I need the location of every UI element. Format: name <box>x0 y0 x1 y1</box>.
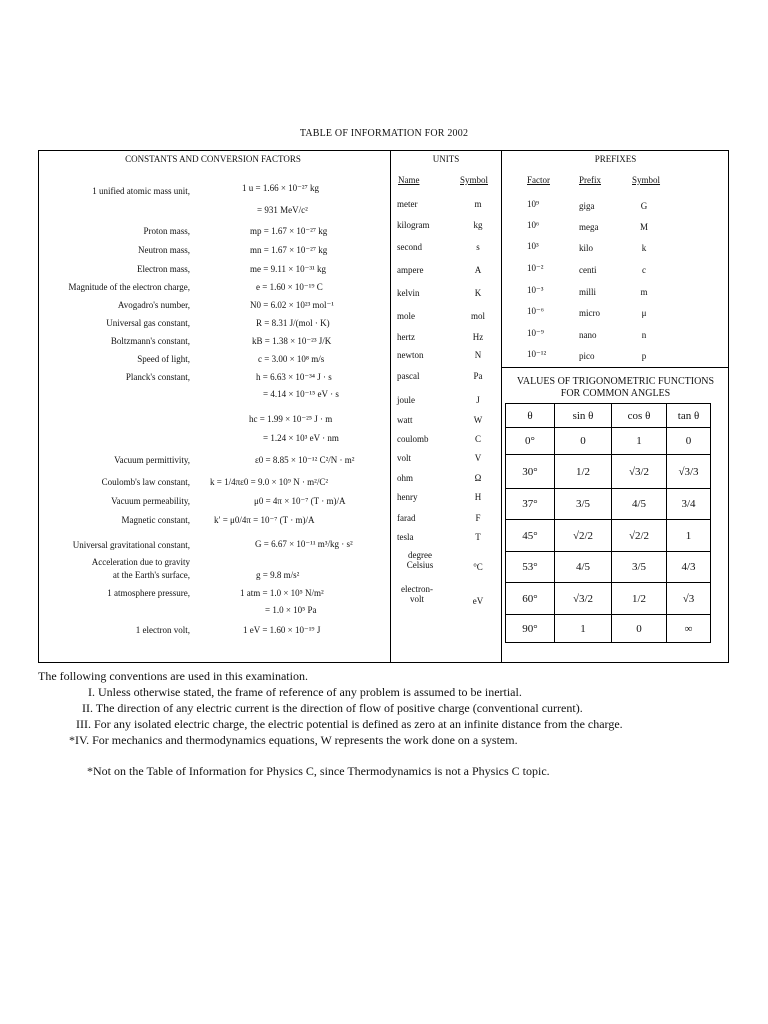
prefix-name: giga <box>579 201 595 211</box>
prefix-factor: 10⁹ <box>527 199 540 209</box>
prefixes-header: PREFIXES <box>594 154 637 164</box>
unit-name: coulomb <box>397 434 429 444</box>
unit-symbol: A <box>474 265 482 275</box>
trig-header-cell: cos θ <box>612 404 667 428</box>
constant-value: e = 1.60 × 10⁻¹⁹ C <box>256 282 323 292</box>
trig-cell: ∞ <box>667 615 711 643</box>
prefix-symbol: n <box>641 330 647 340</box>
prefix-factor: 10⁻⁶ <box>527 306 544 316</box>
constant-label: Vacuum permittivity, <box>114 455 190 465</box>
trig-cell: 0° <box>506 428 555 455</box>
trig-cell: 3/5 <box>555 489 612 520</box>
unit-name: degree Celsius <box>406 550 434 570</box>
prefix-symbol: m <box>640 287 648 297</box>
unit-symbol: s <box>476 242 480 252</box>
unit-symbol: C <box>474 434 481 444</box>
constant-value: kB = 1.38 × 10⁻²³ J/K <box>252 336 332 346</box>
constant-value: = 4.14 × 10⁻¹⁵ eV · s <box>263 389 339 399</box>
trig-title-line2: FOR COMMON ANGLES <box>560 388 671 399</box>
prefix-symbol: M <box>639 222 648 232</box>
constant-value: k′ = μ0/4π = 10⁻⁷ (T · m)/A <box>214 515 315 525</box>
unit-symbol: K <box>474 288 482 298</box>
prefix-symbol: p <box>641 351 647 361</box>
constant-value: G = 6.67 × 10⁻¹¹ m³/kg · s² <box>255 539 353 549</box>
prefix-name: kilo <box>579 243 594 253</box>
trig-cell: 1/2 <box>555 455 612 489</box>
constant-label: Magnetic constant, <box>121 515 190 525</box>
constant-value: 1 u = 1.66 × 10⁻²⁷ kg <box>242 183 319 193</box>
constant-value: N0 = 6.02 × 10²³ mol⁻¹ <box>250 300 334 310</box>
trig-row <box>506 552 711 583</box>
trig-cell: 4/5 <box>555 552 612 583</box>
trig-cell: 90° <box>506 615 555 643</box>
prefix-name: pico <box>579 351 595 361</box>
trig-cell: 30° <box>506 455 555 489</box>
constant-label: Magnitude of the electron charge, <box>68 282 190 292</box>
divider-prefixes-trig <box>501 367 729 368</box>
prefix-factor: 10⁻³ <box>527 285 544 295</box>
constant-value: hc = 1.99 × 10⁻²⁵ J · m <box>249 414 333 424</box>
convention-item: II. The direction of any electric current is the direction of flow of positive charge (conventional current). <box>82 701 583 715</box>
trig-header-cell: θ <box>506 404 555 428</box>
constant-value: h = 6.63 × 10⁻³⁴ J · s <box>256 372 332 382</box>
unit-name: watt <box>397 415 413 425</box>
prefix-factor: 10³ <box>527 241 539 251</box>
constant-label: Acceleration due to gravity <box>91 557 190 567</box>
prefix-factor: 10⁶ <box>527 220 540 230</box>
prefix-symbol: μ <box>641 308 647 318</box>
unit-symbol: kg <box>473 220 483 230</box>
conventions-footnote: *Not on the Table of Information for Physics C, since Thermodynamics is not a Physics C topic. <box>87 764 550 778</box>
trig-table <box>505 403 711 643</box>
prefix-symbol: G <box>640 201 648 211</box>
prefix-name: milli <box>579 287 597 297</box>
trig-cell: √2/2 <box>612 520 667 552</box>
unit-name: kilogram <box>397 220 430 230</box>
unit-name: pascal <box>397 371 420 381</box>
unit-name: mole <box>397 311 415 321</box>
constant-label: Proton mass, <box>143 226 190 236</box>
unit-symbol: N <box>474 350 482 360</box>
convention-item: I. Unless otherwise stated, the frame of reference of any problem is assumed to be inertial. <box>88 685 522 699</box>
constant-label: 1 electron volt, <box>135 625 190 635</box>
constants-header: CONSTANTS AND CONVERSION FACTORS <box>125 154 301 164</box>
unit-symbol: V <box>474 453 482 463</box>
prefix-factor: 10⁻¹² <box>527 349 547 359</box>
trig-header-row <box>506 404 711 428</box>
constant-label: Universal gravitational constant, <box>72 540 190 550</box>
constant-value: g = 9.8 m/s² <box>256 570 300 580</box>
trig-row <box>506 615 711 643</box>
convention-item: *IV. For mechanics and thermodynamics equations, W represents the work done on a system. <box>69 733 518 747</box>
constant-value: μ0 = 4π × 10⁻⁷ (T · m)/A <box>254 496 346 506</box>
trig-cell: 3/5 <box>612 552 667 583</box>
symbol-header: Symbol <box>632 175 661 185</box>
trig-cell: 1 <box>612 428 667 455</box>
prefix-factor: 10⁻² <box>527 263 544 273</box>
trig-header-cell: sin θ <box>555 404 612 428</box>
constant-label: Planck's constant, <box>125 372 190 382</box>
trig-row <box>506 428 711 455</box>
trig-cell: 3/4 <box>667 489 711 520</box>
prefix-name: micro <box>579 308 600 318</box>
trig-cell: 4/5 <box>612 489 667 520</box>
unit-name: volt <box>397 453 412 463</box>
constant-label: Vacuum permeability, <box>111 496 190 506</box>
constant-label: Universal gas constant, <box>106 318 190 328</box>
constant-value: mp = 1.67 × 10⁻²⁷ kg <box>250 226 328 236</box>
constant-label: Electron mass, <box>137 264 190 274</box>
unit-symbol: J <box>476 395 480 405</box>
unit-name: kelvin <box>397 288 420 298</box>
unit-name: electron-volt <box>401 584 433 604</box>
constant-label: at the Earth's surface, <box>112 570 190 580</box>
constant-value: = 931 MeV/c² <box>257 205 308 215</box>
unit-symbol: °C <box>473 562 483 572</box>
trig-cell: √3 <box>667 583 711 615</box>
trig-cell: 0 <box>612 615 667 643</box>
trig-row <box>506 489 711 520</box>
trig-cell: √3/2 <box>612 455 667 489</box>
constant-value: 1 eV = 1.60 × 10⁻¹⁹ J <box>243 625 321 635</box>
prefix-symbol: c <box>642 265 646 275</box>
convention-item: III. For any isolated electric charge, the electric potential is defined as zero at an infinite distance from the charge. <box>76 717 623 731</box>
constant-value: k = 1/4πε0 = 9.0 × 10⁹ N · m²/C² <box>210 477 329 487</box>
unit-symbol-header: Symbol <box>460 175 489 185</box>
trig-cell: 37° <box>506 489 555 520</box>
trig-cell: 60° <box>506 583 555 615</box>
prefix-name: mega <box>579 222 599 232</box>
divider-units-prefixes <box>501 151 502 663</box>
trig-row <box>506 520 711 552</box>
unit-symbol: Ω <box>474 473 482 483</box>
trig-cell: 1 <box>667 520 711 552</box>
trig-cell: 0 <box>667 428 711 455</box>
constant-label: Neutron mass, <box>138 245 190 255</box>
constant-value: me = 9.11 × 10⁻³¹ kg <box>250 264 326 274</box>
unit-name: henry <box>397 492 418 502</box>
unit-symbol: F <box>475 513 481 523</box>
prefix-factor: 10⁻⁹ <box>527 328 544 338</box>
trig-cell: √3/2 <box>555 583 612 615</box>
unit-name: second <box>397 242 422 252</box>
units-header: UNITS <box>432 154 460 164</box>
prefix-header: Prefix <box>579 175 601 185</box>
trig-row <box>506 455 711 489</box>
trig-cell: 45° <box>506 520 555 552</box>
trig-cell: √3/3 <box>667 455 711 489</box>
constant-label: Boltzmann's constant, <box>110 336 190 346</box>
constant-label: Avogadro's number, <box>117 300 190 310</box>
unit-symbol: m <box>474 199 482 209</box>
unit-name: farad <box>397 513 416 523</box>
page-title: TABLE OF INFORMATION FOR 2002 <box>299 128 469 139</box>
constant-value: = 1.24 × 10³ eV · nm <box>263 433 339 443</box>
prefix-name: nano <box>579 330 597 340</box>
constant-label: Coulomb's law constant, <box>101 477 190 487</box>
constant-value: 1 atm = 1.0 × 10⁵ N/m² <box>240 588 324 598</box>
unit-symbol: mol <box>470 311 485 321</box>
unit-name-header: Name <box>398 175 420 185</box>
unit-symbol: Pa <box>473 371 483 381</box>
unit-symbol: Hz <box>472 332 484 342</box>
constant-value: = 1.0 × 10⁵ Pa <box>265 605 317 615</box>
trig-cell: √2/2 <box>555 520 612 552</box>
unit-symbol: W <box>473 415 483 425</box>
trig-cell: 0 <box>555 428 612 455</box>
factor-header: Factor <box>527 175 550 185</box>
unit-symbol: H <box>474 492 482 502</box>
unit-name: joule <box>397 395 415 405</box>
trig-header-cell: tan θ <box>667 404 711 428</box>
unit-name: tesla <box>397 532 414 542</box>
constant-label: 1 unified atomic mass unit, <box>92 186 190 196</box>
constant-label: 1 atmosphere pressure, <box>107 588 190 598</box>
prefix-symbol: k <box>641 243 647 253</box>
constant-value: mn = 1.67 × 10⁻²⁷ kg <box>250 245 328 255</box>
prefix-name: centi <box>579 265 597 275</box>
unit-symbol: T <box>475 532 481 542</box>
unit-name: hertz <box>397 332 415 342</box>
conventions-intro: The following conventions are used in this examination. <box>38 669 308 683</box>
trig-row <box>506 583 711 615</box>
unit-symbol: eV <box>472 596 484 606</box>
trig-cell: 1 <box>555 615 612 643</box>
trig-title-line1: VALUES OF TRIGONOMETRIC FUNCTIONS <box>516 376 715 387</box>
trig-cell: 1/2 <box>612 583 667 615</box>
constant-value: R = 8.31 J/(mol · K) <box>256 318 330 328</box>
trig-title <box>502 376 729 400</box>
unit-name: newton <box>397 350 424 360</box>
unit-name: ohm <box>397 473 414 483</box>
unit-name: meter <box>397 199 418 209</box>
trig-cell: 4/3 <box>667 552 711 583</box>
trig-cell: 53° <box>506 552 555 583</box>
constant-value: c = 3.00 × 10⁸ m/s <box>258 354 325 364</box>
constant-label: Speed of light, <box>137 354 190 364</box>
unit-name: ampere <box>397 265 424 275</box>
constant-value: ε0 = 8.85 × 10⁻¹² C²/N · m² <box>255 455 355 465</box>
